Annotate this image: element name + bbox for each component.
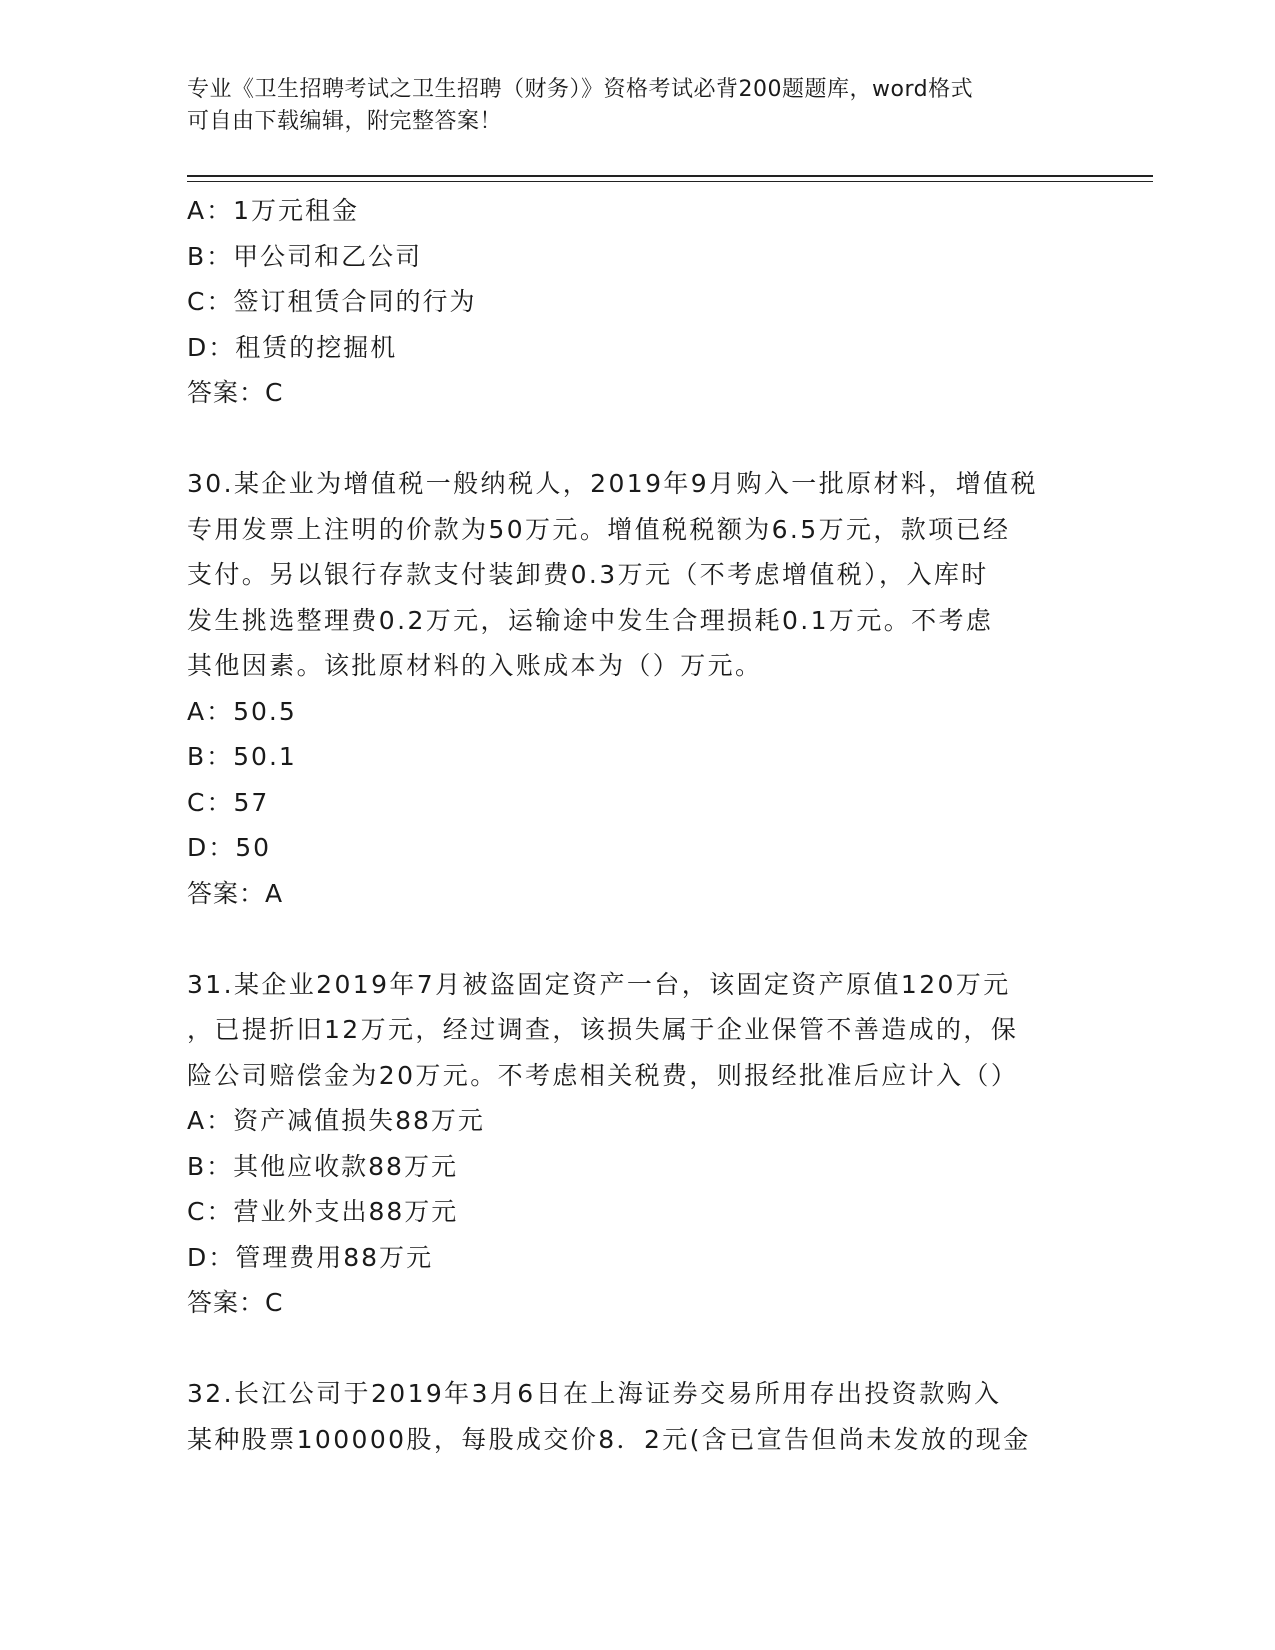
stem-line: 险公司赔偿金为20万元。不考虑相关税费，则报经批准后应计入（） (187, 1060, 1019, 1090)
question-32 (187, 1371, 1087, 1462)
question-30 (187, 461, 1087, 916)
stem-line: 支付。另以银行存款支付装卸费0.3万元（不考虑增值税），入库时 (187, 560, 989, 589)
question-31-stem (187, 962, 1087, 1099)
question-32-stem (187, 1371, 1087, 1462)
question-29 (187, 188, 1087, 415)
question-29-answer: 答案：C (187, 378, 284, 407)
option-b: B：50.1 (187, 742, 297, 771)
option-d: D：租赁的挖掘机 (187, 332, 398, 362)
question-spacer (187, 1325, 1087, 1371)
stem-line: 某种股票100000股，每股成交价8．2元(含已宣告但尚未发放的现金 (187, 1424, 1031, 1454)
option-d: D：50 (187, 833, 272, 862)
option-d: D：管理费用88万元 (187, 1242, 434, 1272)
stem-line: ，已提折旧12万元，经过调查，该损失属于企业保管不善造成的，保 (187, 1015, 1019, 1044)
header-title-line-1: 专业《卫生招聘考试之卫生招聘（财务）》资格考试必背200题题库，word格式 (187, 77, 974, 102)
question-30-options (187, 689, 1087, 871)
header-divider-thick (187, 175, 1153, 177)
option-a: A：50.5 (187, 696, 297, 726)
question-31 (187, 962, 1087, 1326)
question-spacer (187, 415, 1087, 461)
question-31-options (187, 1098, 1087, 1280)
stem-line: 30.某企业为增值税一般纳税人，2019年9月购入一批原材料，增值税 (187, 469, 1038, 498)
question-list (187, 188, 1087, 1462)
question-29-options (187, 188, 1087, 370)
question-31-answer: 答案：C (187, 1288, 284, 1317)
question-spacer (187, 916, 1087, 962)
document-header (187, 74, 1067, 138)
option-c: C：57 (187, 787, 270, 817)
header-title-line-2: 可自由下载编辑，附完整答案！ (187, 109, 503, 134)
option-a: A：1万元租金 (187, 196, 360, 225)
stem-line: 发生挑选整理费0.2万元，运输途中发生合理损耗0.1万元。不考虑 (187, 605, 994, 635)
option-b: B：甲公司和乙公司 (187, 241, 423, 271)
question-30-answer: 答案：A (187, 878, 284, 908)
option-c: C：营业外支出88万元 (187, 1197, 459, 1226)
option-b: B：其他应收款88万元 (187, 1151, 458, 1181)
stem-line: 专用发票上注明的价款为50万元。增值税税额为6.5万元，款项已经 (187, 514, 1011, 544)
option-a: A：资产减值损失88万元 (187, 1106, 485, 1135)
stem-line: 其他因素。该批原材料的入账成本为（）万元。 (187, 651, 763, 680)
stem-line: 31.某企业2019年7月被盗固定资产一台，该固定资产原值120万元 (187, 969, 1011, 999)
option-c: C：签订租赁合同的行为 (187, 287, 477, 316)
stem-line: 32.长江公司于2019年3月6日在上海证券交易所用存出投资款购入 (187, 1379, 1002, 1408)
header-divider-thin (187, 181, 1153, 182)
question-30-stem (187, 461, 1087, 689)
